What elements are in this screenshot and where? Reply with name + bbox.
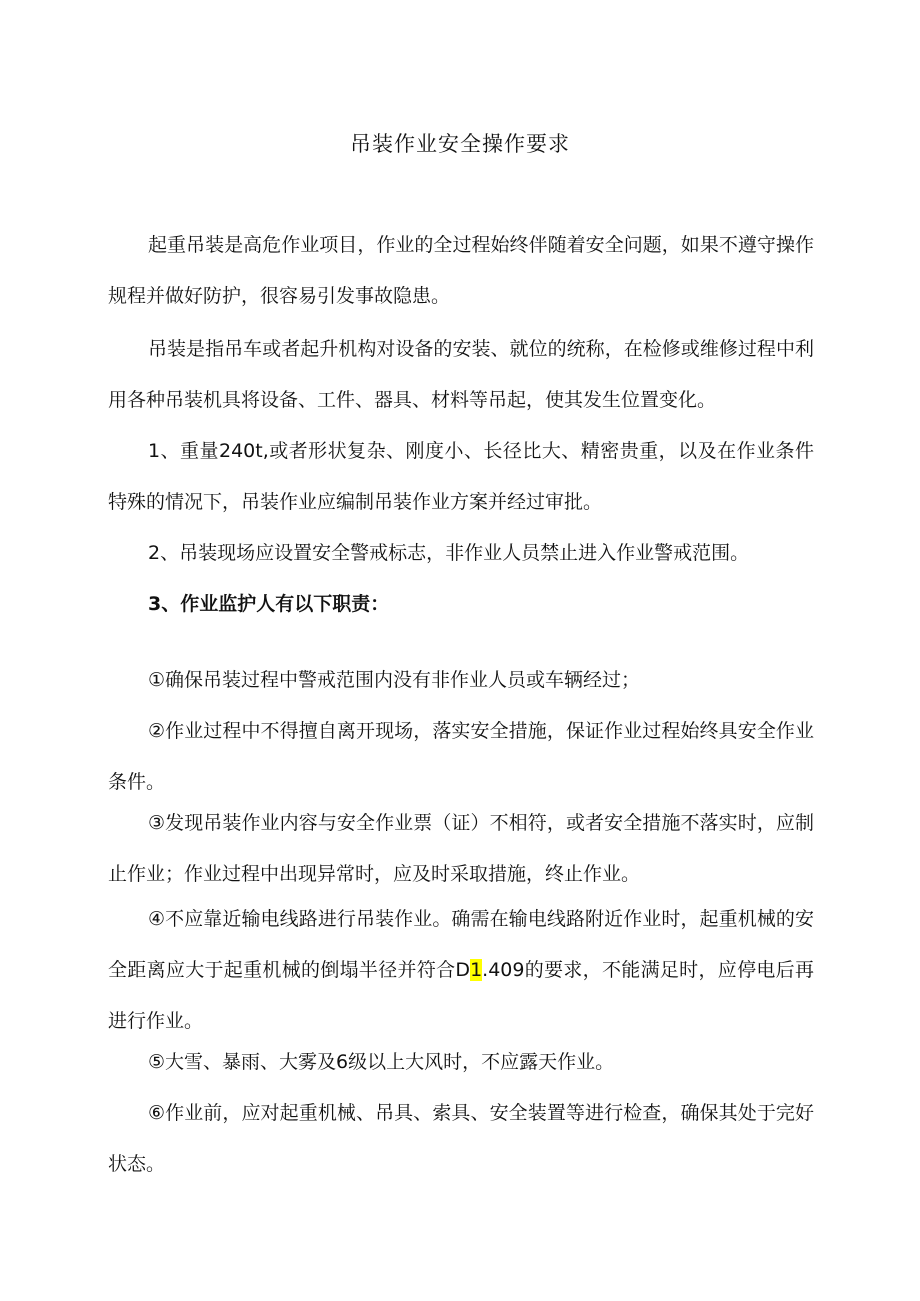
paragraph-definition: 吊装是指吊车或者起升机构对设备的安装、就位的统称，在检修或维修过程中利用各种吊装机具将设备、工件、器具、材料等吊起，使其发生位置变化。 xyxy=(108,338,814,411)
duty-4-text-before: ④不应靠近输电线路进行吊装作业。确需在输电线路附近作业时，起重机械的安全距离应大于起重机械的倒塌半径并符合D xyxy=(108,908,814,981)
paragraph-duty-4 xyxy=(108,894,814,1047)
paragraph-duty-5: ⑤大雪、暴雨、大雾及6级以上大风时，不应露天作业。 xyxy=(148,1051,615,1073)
paragraph-item-3-heading: 3、作业监护人有以下职责： xyxy=(148,593,390,615)
paragraph-duty-6: ⑥作业前，应对起重机械、吊具、索具、安全装置等进行检查，确保其处于完好状态。 xyxy=(108,1102,814,1175)
highlighted-text: 1 xyxy=(470,959,483,981)
paragraph-duty-1: ①确保吊装过程中警戒范围内没有非作业人员或车辆经过； xyxy=(148,669,641,691)
paragraph-duty-2: ②作业过程中不得擅自离开现场，落实安全措施，保证作业过程始终具安全作业条件。 xyxy=(108,720,814,793)
document-title: 吊装作业安全操作要求 xyxy=(350,132,570,156)
duty-4-text-after: .409的要求，不能满足时，应停电后再进行作业。 xyxy=(108,959,814,1032)
paragraph-intro: 起重吊装是高危作业项目，作业的全过程始终伴随着安全问题，如果不遵守操作规程并做好防护，很容易引发事故隐患。 xyxy=(108,234,814,307)
paragraph-item-2: 2、吊装现场应设置安全警戒标志，非作业人员禁止进入作业警戒范围。 xyxy=(148,542,750,564)
paragraph-item-1: 1、重量240t,或者形状复杂、刚度小、长径比大、精密贵重，以及在作业条件特殊的情况下，吊装作业应编制吊装作业方案并经过审批。 xyxy=(108,440,814,513)
paragraph-duty-3: ③发现吊装作业内容与安全作业票（证）不相符，或者安全措施不落实时，应制止作业；作业过程中出现异常时，应及时采取措施，终止作业。 xyxy=(108,812,814,885)
